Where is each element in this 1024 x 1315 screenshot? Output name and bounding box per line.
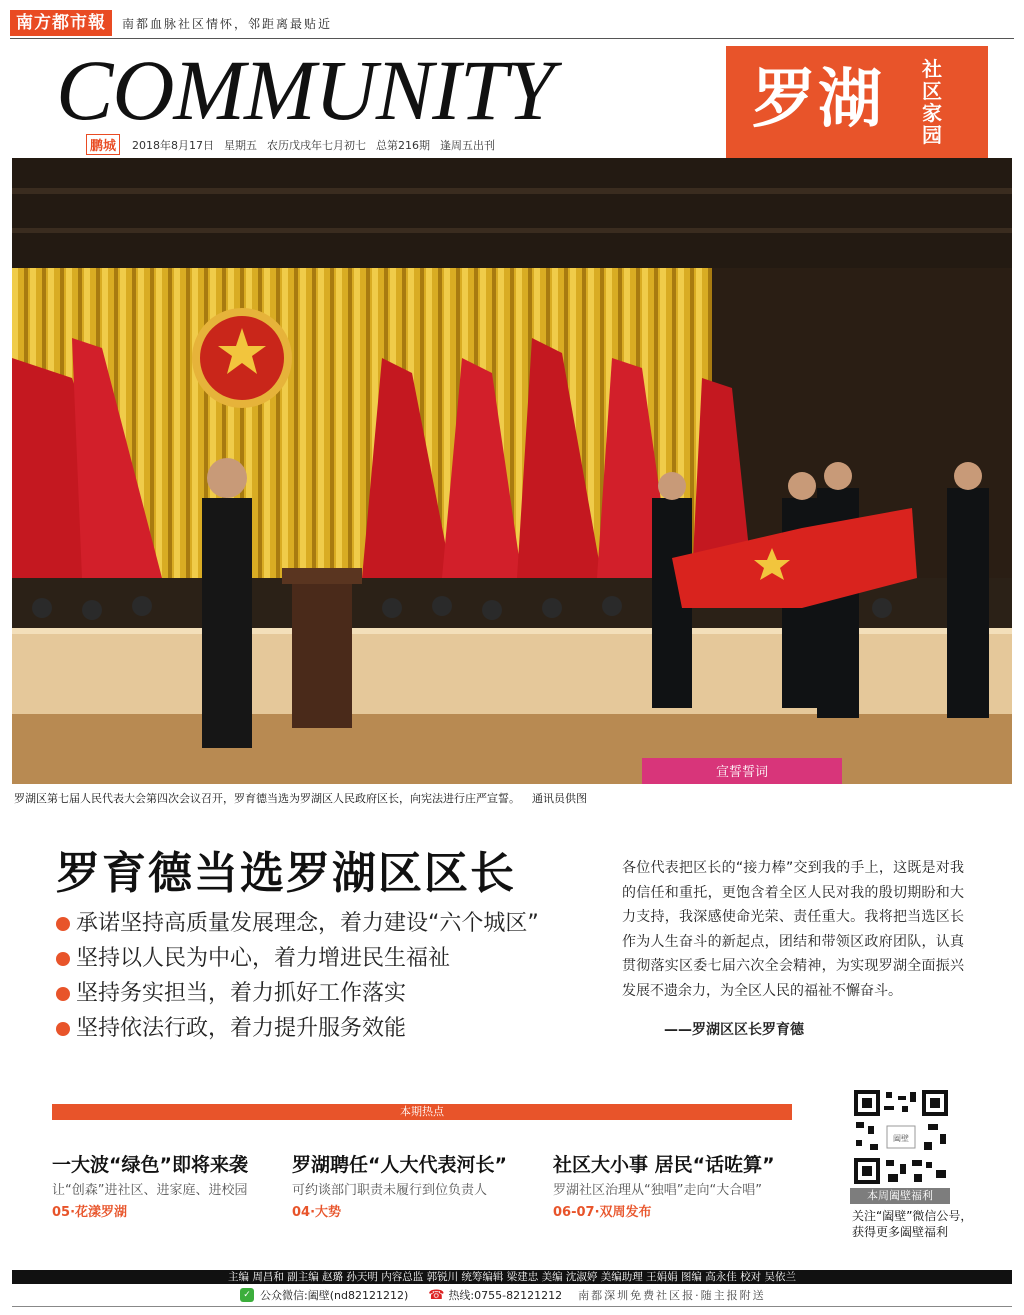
- hot-topics-bar: 本期热点: [52, 1104, 792, 1120]
- phone-icon: ☎: [428, 1287, 445, 1303]
- dateline-schedule: 逢周五出刊: [440, 138, 496, 152]
- footer-wechat: 公众微信:阖壁(nd82121212): [260, 1289, 409, 1302]
- wechat-icon: ✓: [240, 1288, 254, 1302]
- hot-topic-title: 社区大小事 居民“话咗算”: [553, 1154, 775, 1176]
- photo-caption: [14, 790, 587, 806]
- qr-note: 关注“阖壁”微信公号，获得更多阖壁福利: [852, 1209, 973, 1239]
- masthead-title: COMMUNITY: [56, 42, 554, 138]
- bullet-item: 坚持务实担当，着力抓好工作落实: [56, 976, 539, 1011]
- swearing-in-ceremony-illustration: [12, 158, 1012, 784]
- headline-bullets: [56, 906, 539, 1046]
- pull-quote: 各位代表把区长的“接力棒”交到我的手上，这既是对我的信任和重托，更饱含着全区人民对我的殷切期盼和大力支持，我深感使命光荣、责任重大。我将把当选区长作为人生奋斗的新起点，团结和带领区政府团队，认真贯彻落实区委七届六次全会精神，为实现罗湖全面振兴发展不遗余力，为全区人民的福祉不懈奋斗。: [622, 860, 964, 999]
- hot-topic-item[interactable]: [52, 1150, 302, 1224]
- section-subtitle: 社区家园: [922, 57, 942, 147]
- newspaper-logo: 南方都市報: [10, 10, 112, 36]
- qr-center-label: 阖壁: [893, 1134, 909, 1143]
- qr-label: 本周阖壁福利: [850, 1188, 950, 1204]
- hot-topic-item[interactable]: [553, 1150, 803, 1224]
- bullet-item: 承诺坚持高质量发展理念，着力建设“六个城区”: [56, 906, 539, 941]
- lead-photo: [12, 158, 1012, 784]
- top-rule: [10, 38, 1014, 39]
- hot-topic-item[interactable]: [292, 1150, 542, 1224]
- headline: 罗育德当选罗湖区区长: [56, 848, 516, 899]
- dateline-issue: 总第216期: [376, 138, 431, 152]
- mini-logo: 鹏城: [86, 134, 120, 155]
- photo-credit: 通讯员供图: [532, 792, 587, 805]
- bottom-rule: [12, 1306, 1012, 1307]
- bullet-dot-icon: [56, 1022, 70, 1036]
- caption-text: 罗湖区第七届人民代表大会第四次会议召开，罗育德当选为罗湖区人民政府区长，向宪法进行庄严宣誓。: [14, 792, 520, 805]
- footer-hotline: 热线:0755-82121212: [448, 1289, 563, 1302]
- dateline-weekday: 星期五: [224, 138, 258, 152]
- podium-sign: 宣誓誓词: [715, 765, 769, 780]
- section-title: 罗湖: [752, 63, 884, 137]
- top-strip: [10, 10, 332, 36]
- hot-topic-subtitle: 罗湖社区治理从“独唱”走向“大合唱”: [553, 1183, 762, 1198]
- hot-topic-title: 一大波“绿色”即将来袭: [52, 1154, 248, 1176]
- hot-topic-subtitle: 可约谈部门职责未履行到位负责人: [292, 1183, 488, 1198]
- footer-note: 南都深圳免费社区报·随主报附送: [578, 1289, 766, 1302]
- hot-topic-page: 06-07·双周发布: [553, 1205, 652, 1220]
- dateline: [86, 134, 505, 155]
- dateline-lunar: 农历戊戌年七月初七: [267, 138, 367, 152]
- hot-topic-title: 罗湖聘任“人大代表河长”: [292, 1154, 507, 1176]
- qr-code[interactable]: [854, 1090, 948, 1184]
- bullet-item: 坚持以人民为中心，着力增进民生福祉: [56, 941, 539, 976]
- footer-contact: [240, 1286, 766, 1304]
- bullet-dot-icon: [56, 917, 70, 931]
- bullet-dot-icon: [56, 987, 70, 1001]
- hot-topic-page: 04·大势: [292, 1205, 342, 1220]
- qr-code-icon: [854, 1090, 948, 1184]
- slogan: 南都血脉社区情怀，邻距离最贴近: [122, 16, 333, 31]
- staff-credits: 主编 周昌和 副主编 赵璐 孙天明 内容总监 郭锐川 统筹编辑 梁建忠 美编 沈淑婷 美编助理 王娟娟 图编 高永佳 校对 吴依兰: [12, 1270, 1012, 1284]
- bullet-item: 坚持依法行政，着力提升服务效能: [56, 1011, 539, 1046]
- pull-quote-signature: ——罗湖区区长罗育德: [664, 1022, 804, 1038]
- bullet-dot-icon: [56, 952, 70, 966]
- hot-topic-page: 05·花漾罗湖: [52, 1205, 128, 1220]
- hot-topic-subtitle: 让“创森”进社区、进家庭、进校园: [52, 1183, 248, 1198]
- dateline-date: 2018年8月17日: [132, 138, 215, 152]
